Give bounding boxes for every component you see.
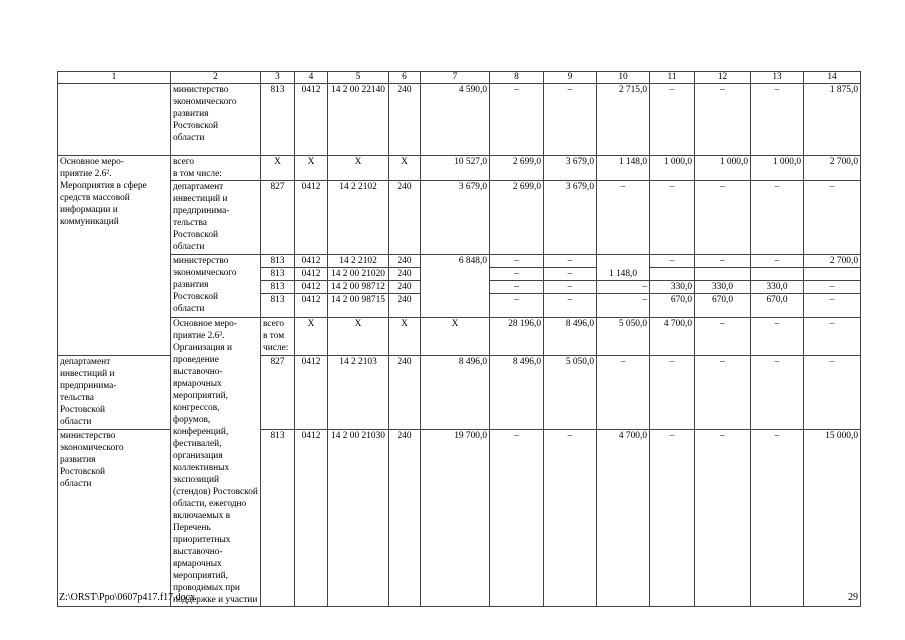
budget-table (57, 71, 861, 607)
year-cell: – (597, 281, 650, 294)
year-cell: – (695, 84, 751, 156)
vr-cell: 240 (389, 268, 421, 281)
year-cell: 1 000,0 (695, 156, 751, 181)
table-row (58, 318, 861, 356)
year-cell: – (597, 181, 650, 255)
executor-cell: всего в том числе: (171, 156, 261, 181)
year-cell: 3 679,0 (544, 156, 597, 181)
grbs-cell: 827 (261, 355, 295, 430)
year-cell: – (544, 430, 597, 607)
column-number: 2 (171, 72, 261, 84)
rzpr-cell: 0412 (295, 268, 328, 281)
rzpr-cell: 0412 (295, 281, 328, 294)
csr-cell: Х (389, 318, 421, 356)
year-cell: – (751, 430, 804, 607)
vr-cell: 240 (389, 255, 421, 268)
year-cell: – (490, 294, 544, 318)
year-cell: – (650, 181, 695, 255)
year-cell: – (695, 181, 751, 255)
year-cell: – (695, 355, 751, 430)
executor-cell: департамент инвестиций и предпринима- тельства Ростовской области (171, 181, 261, 255)
table-row (58, 255, 861, 268)
year-cell: – (695, 318, 751, 356)
year-cell: – (804, 181, 861, 255)
grbs-cell: 813 (261, 430, 295, 607)
column-number: 7 (421, 72, 490, 84)
page-number: 29 (848, 592, 858, 603)
executor-cell: министерство экономического развития Ростовской области (171, 84, 261, 156)
year-cell: – (544, 294, 597, 318)
year-cell: – (597, 294, 650, 318)
year-cell: – (751, 255, 804, 268)
year-cell: – (490, 255, 544, 268)
year-cell: – (544, 268, 597, 281)
csr-cell: 14 2 00 98712 (328, 281, 389, 294)
year-cell: – (650, 355, 695, 430)
year-cell: – (650, 430, 695, 607)
executor-cell: департамент инвестиций и предпринима- тельства Ростовской области (58, 355, 171, 430)
column-number: 14 (804, 72, 861, 84)
table-row (58, 84, 861, 156)
total-cell: 3 679,0 (421, 181, 490, 255)
main-activity-cell: Основное меро- приятие 2.6². Мероприятия в сфере средств массовой информации и коммуникаций (58, 156, 171, 356)
column-number: 5 (328, 72, 389, 84)
year-cell (804, 268, 861, 281)
year-cell: – (490, 281, 544, 294)
year-cell: – (490, 84, 544, 156)
year-cell: – (490, 268, 544, 281)
rzpr-cell: 0412 (295, 181, 328, 255)
year-cell: 3 679,0 (544, 181, 597, 255)
vr-cell: 240 (389, 355, 421, 430)
rzpr-cell: 0412 (295, 430, 328, 607)
year-cell: – (650, 255, 695, 268)
year-cell: 8 496,0 (490, 355, 544, 430)
year-cell: 4 700,0 (597, 430, 650, 607)
rzpr-cell: Х (328, 318, 389, 356)
vr-cell: Х (421, 318, 490, 356)
column-number: 10 (597, 72, 650, 84)
executor-cell: министерство экономического развития Ростовской области (58, 430, 171, 607)
vr-cell: 240 (389, 181, 421, 255)
year-cell: – (804, 318, 861, 356)
year-cell: 1 000,0 (650, 156, 695, 181)
year-cell: 2 715,0 (597, 84, 650, 156)
year-cell: – (751, 84, 804, 156)
total-cell: 28 196,0 (490, 318, 544, 356)
csr-cell: 14 2 2103 (328, 355, 389, 430)
total-cell: 6 848,0 (421, 255, 490, 318)
year-cell: 5 050,0 (597, 318, 650, 356)
rzpr-cell: 0412 (295, 84, 328, 156)
year-cell: 330,0 (650, 281, 695, 294)
year-cell: 1 148,0 (597, 255, 650, 281)
year-cell: – (650, 84, 695, 156)
csr-cell: 14 2 00 21020 (328, 268, 389, 281)
year-cell: 670,0 (751, 294, 804, 318)
rzpr-cell: 0412 (295, 294, 328, 318)
vr-cell: 240 (389, 430, 421, 607)
year-cell: – (695, 255, 751, 268)
year-cell (695, 268, 751, 281)
year-cell: – (804, 294, 861, 318)
rzpr-cell: Х (295, 156, 328, 181)
rzpr-cell: 0412 (295, 355, 328, 430)
vr-cell: Х (389, 156, 421, 181)
year-cell: – (751, 355, 804, 430)
year-cell: 2 700,0 (804, 156, 861, 181)
year-cell: 5 050,0 (544, 355, 597, 430)
vr-cell: 240 (389, 294, 421, 318)
grbs-cell: 827 (261, 181, 295, 255)
csr-cell: Х (328, 156, 389, 181)
total-cell: 4 590,0 (421, 84, 490, 156)
year-cell: 1 875,0 (804, 84, 861, 156)
year-cell: – (751, 181, 804, 255)
total-cell: 19 700,0 (421, 430, 490, 607)
year-cell: 330,0 (695, 281, 751, 294)
year-cell: 15 000,0 (804, 430, 861, 607)
year-cell: 670,0 (695, 294, 751, 318)
file-path: Z:\ORST\Ppo\0607p417.f17.docx (59, 592, 196, 603)
rzpr-cell: 0412 (295, 255, 328, 268)
year-cell (751, 268, 804, 281)
year-cell: 670,0 (650, 294, 695, 318)
grbs-cell: Х (261, 156, 295, 181)
year-cell: – (544, 281, 597, 294)
column-number: 3 (261, 72, 295, 84)
year-cell: – (804, 281, 861, 294)
vr-cell: 240 (389, 281, 421, 294)
table-row (58, 156, 861, 181)
column-number: 9 (544, 72, 597, 84)
executor-cell: всего в том числе: (261, 318, 295, 356)
grbs-cell: 813 (261, 255, 295, 268)
csr-cell: 14 2 2102 (328, 255, 389, 268)
year-cell: – (751, 318, 804, 356)
year-cell: 8 496,0 (544, 318, 597, 356)
year-cell: – (544, 255, 597, 268)
grbs-cell: 813 (261, 281, 295, 294)
main-activity-cell (58, 84, 171, 156)
year-cell: 1 148,0 (597, 156, 650, 181)
year-cell: 4 700,0 (650, 318, 695, 356)
column-number: 4 (295, 72, 328, 84)
column-number: 1 (58, 72, 171, 84)
column-number: 8 (490, 72, 544, 84)
csr-cell: 14 2 00 98715 (328, 294, 389, 318)
year-cell: 2 700,0 (804, 255, 861, 268)
executor-cell: министерство экономического развития Ростовской области (171, 255, 261, 318)
column-number: 13 (751, 72, 804, 84)
column-number: 6 (389, 72, 421, 84)
csr-cell: 14 2 00 21030 (328, 430, 389, 607)
year-cell: – (597, 355, 650, 430)
table-row (58, 181, 861, 255)
year-cell: 330,0 (751, 281, 804, 294)
column-number-row (58, 72, 861, 84)
csr-cell: 14 2 00 22140 (328, 84, 389, 156)
year-cell: – (544, 84, 597, 156)
year-cell: 2 699,0 (490, 156, 544, 181)
column-number: 11 (650, 72, 695, 84)
total-cell: 8 496,0 (421, 355, 490, 430)
csr-cell: 14 2 2102 (328, 181, 389, 255)
main-activity-cell: Основное меро- приятие 2.6³. Организация и проведение выставочно-ярмарочных мероприятий, конгрессов, форумов, конференций, фестивалей, организация коллективных экспозиций (стендов) Ростовской области, ежегодно включаемых в Перечень приоритетных выставочно-ярмарочных мероприятий, проводимых при поддержке и участии (171, 318, 261, 607)
year-cell: – (490, 430, 544, 607)
year-cell: 1 000,0 (751, 156, 804, 181)
total-cell: 10 527,0 (421, 156, 490, 181)
grbs-cell: 813 (261, 268, 295, 281)
grbs-cell: Х (295, 318, 328, 356)
year-cell: – (804, 355, 861, 430)
year-cell: – (695, 430, 751, 607)
year-cell: 2 699,0 (490, 181, 544, 255)
vr-cell: 240 (389, 84, 421, 156)
grbs-cell: 813 (261, 84, 295, 156)
grbs-cell: 813 (261, 294, 295, 318)
column-number: 12 (695, 72, 751, 84)
year-cell (650, 268, 695, 281)
